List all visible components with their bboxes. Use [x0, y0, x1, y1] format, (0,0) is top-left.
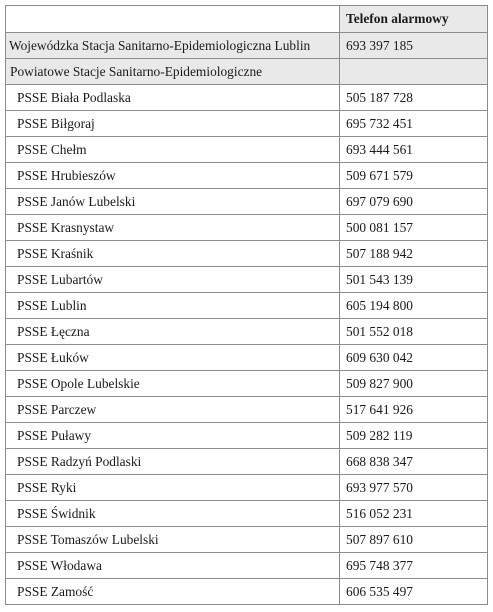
table-row: [6, 579, 488, 605]
station-name: PSSE Świdnik: [6, 501, 340, 527]
station-phone: 507 188 942: [340, 241, 488, 267]
table-row: [6, 371, 488, 397]
alarm-phone-table: [5, 5, 488, 605]
table-row: [6, 163, 488, 189]
table-row: [6, 189, 488, 215]
station-phone: 517 641 926: [340, 397, 488, 423]
station-phone: 609 630 042: [340, 345, 488, 371]
table-row: [6, 397, 488, 423]
station-name: PSSE Biała Podlaska: [6, 85, 340, 111]
station-phone: 507 897 610: [340, 527, 488, 553]
station-phone: 693 444 561: [340, 137, 488, 163]
table-row: [6, 85, 488, 111]
station-phone: 695 732 451: [340, 111, 488, 137]
main-station-row: [6, 33, 488, 59]
table-row: [6, 293, 488, 319]
station-phone: 516 052 231: [340, 501, 488, 527]
section-title: Powiatowe Stacje Sanitarno-Epidemiologiczne: [6, 59, 340, 85]
station-phone: 505 187 728: [340, 85, 488, 111]
section-header-row: [6, 59, 488, 85]
station-phone: 501 552 018: [340, 319, 488, 345]
station-phone: 501 543 139: [340, 267, 488, 293]
table-row: [6, 241, 488, 267]
station-name: PSSE Opole Lubelskie: [6, 371, 340, 397]
station-name: PSSE Kraśnik: [6, 241, 340, 267]
header-name-cell: [6, 6, 340, 33]
main-station-phone: 693 397 185: [340, 33, 488, 59]
station-phone: 693 977 570: [340, 475, 488, 501]
table-row: [6, 267, 488, 293]
station-name: PSSE Puławy: [6, 423, 340, 449]
station-name: PSSE Włodawa: [6, 553, 340, 579]
section-phone: [340, 59, 488, 85]
station-phone: 509 282 119: [340, 423, 488, 449]
station-phone: 509 827 900: [340, 371, 488, 397]
station-phone: 695 748 377: [340, 553, 488, 579]
table-row: [6, 137, 488, 163]
station-phone: 500 081 157: [340, 215, 488, 241]
station-name: PSSE Parczew: [6, 397, 340, 423]
station-name: PSSE Lublin: [6, 293, 340, 319]
station-phone: 697 079 690: [340, 189, 488, 215]
station-name: PSSE Lubartów: [6, 267, 340, 293]
table-row: [6, 553, 488, 579]
station-name: PSSE Krasnystaw: [6, 215, 340, 241]
table-row: [6, 527, 488, 553]
table-row: [6, 501, 488, 527]
table-row: [6, 319, 488, 345]
table-row: [6, 449, 488, 475]
station-name: PSSE Biłgoraj: [6, 111, 340, 137]
table-row: [6, 345, 488, 371]
station-name: PSSE Zamość: [6, 579, 340, 605]
station-name: PSSE Łęczna: [6, 319, 340, 345]
table-header-row: [6, 6, 488, 33]
station-name: PSSE Łuków: [6, 345, 340, 371]
main-station-name: Wojewódzka Stacja Sanitarno-Epidemiologiczna Lublin: [6, 33, 340, 59]
table-row: [6, 215, 488, 241]
station-name: PSSE Janów Lubelski: [6, 189, 340, 215]
table-row: [6, 475, 488, 501]
table-row: [6, 111, 488, 137]
table-row: [6, 423, 488, 449]
station-phone: 606 535 497: [340, 579, 488, 605]
station-name: PSSE Tomaszów Lubelski: [6, 527, 340, 553]
station-phone: 605 194 800: [340, 293, 488, 319]
station-name: PSSE Hrubieszów: [6, 163, 340, 189]
header-phone-cell: Telefon alarmowy: [340, 6, 488, 33]
station-phone: 668 838 347: [340, 449, 488, 475]
station-name: PSSE Radzyń Podlaski: [6, 449, 340, 475]
station-name: PSSE Ryki: [6, 475, 340, 501]
station-phone: 509 671 579: [340, 163, 488, 189]
station-name: PSSE Chełm: [6, 137, 340, 163]
